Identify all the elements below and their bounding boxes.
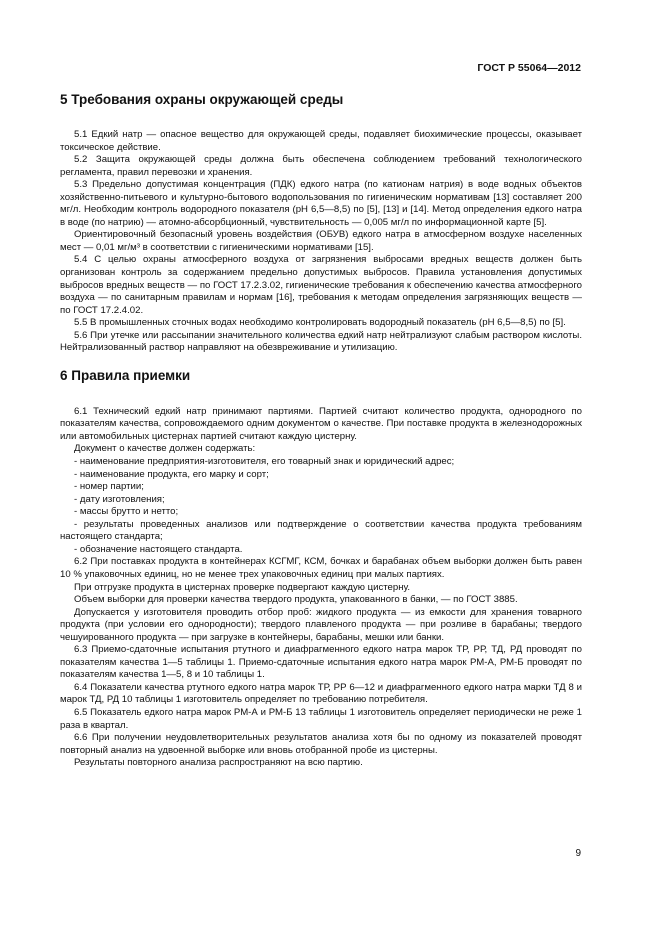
paragraph: 6.4 Показатели качества ртутного едкого натра марок ТР, РР 6—12 и диафрагменного едкого натра марки ТД 8 и марок ТД, РД 10 таблицы 1 изготовитель определяет по требованию потребителя. [60, 681, 582, 706]
paragraph: Объем выборки для проверки качества твердого продукта, упакованного в банки, — по ГОСТ 3885. [74, 594, 518, 606]
list-item: - массы брутто и нетто; [74, 506, 179, 518]
paragraph: 6.1 Технический едкий натр принимают партиями. Партией считают количество продукта, однородного по показателям качества, сопровождаемого одним документом о качестве. При поставке продукта в железнодорожных или автомобильных цистернах партией считают каждую цистерну. [60, 405, 582, 442]
paragraph: Результаты повторного анализа распространяют на всю партию. [74, 757, 363, 769]
page-content [60, 92, 582, 770]
section-5-heading: 5 Требования охраны окружающей среды [60, 92, 344, 107]
paragraph: При отгрузке продукта в цистернах проверке подвергают каждую цистерну. [74, 581, 411, 593]
standard-designation: ГОСТ Р 55064—2012 [477, 62, 581, 74]
paragraph: 6.3 Приемо-сдаточные испытания ртутного и диафрагменного едкого натра марок ТР, РР, ТД, РД проводят по показателям качества 1—5 таблицы 1. Приемо-сдаточные испытания едкого натра марок РМ-А, РМ-Б проводят по показателям качества 1—5, 8 и 10 таблицы 1. [60, 644, 582, 681]
paragraph: 5.1 Едкий натр — опасное вещество для окружающей среды, подавляет биохимические процессы, оказывает токсическое действие. [60, 129, 582, 153]
paragraph: Допускается у изготовителя проводить отбор проб: жидкого продукта — из емкости для хранения товарного продукта (при условии его однородности); твердого плавленого продукта — при розливе в барабаны; твердого чешуированного продукта — при загрузке в контейнеры, барабаны, мешки или банки. [60, 606, 582, 643]
list-item: - результаты проведенных анализов или подтверждение о соответствии качества продукта требованиям настоящего стандарта; [60, 518, 582, 543]
list-item: - дату изготовления; [74, 493, 165, 505]
paragraph: Ориентировочный безопасный уровень воздействия (ОБУВ) едкого натра в атмосферном воздухе населенных мест — 0,01 мг/м³ в соответствии с гигиеническими нормативами [15]. [60, 229, 582, 253]
paragraph: 5.2 Защита окружающей среды должна быть обеспечена соблюдением требований технологического регламента, правил перевозки и хранения. [60, 154, 582, 178]
paragraph: Документ о качестве должен содержать: [74, 443, 256, 455]
paragraph: 5.5 В промышленных сточных водах необходимо контролировать водородный показатель (pH 6,5—8,5) по [5]. [74, 317, 566, 329]
paragraph: 5.3 Предельно допустимая концентрация (ПДК) едкого натра (по катионам натрия) в воде водных объектов хозяйственно-питьевого и культурно-бытового водопользования по гигиеническим нормативам [13] составляет 200 мг/л. Необходим контроль водородного показателя (pH 6,5—8,5) по [5], [13] и [14]. Метод определения едкого натра в воде (по натрию) — атомно-абсорбционный, чувствительность — 0,005 мг/л по информационной карте [5]. [60, 179, 582, 228]
list-item: - номер партии; [74, 481, 144, 493]
paragraph: 5.4 С целью охраны атмосферного воздуха от загрязнения выбросами вредных веществ должен быть организован контроль за содержанием предельно допустимых выбросов. Правила установления допустимых выбросов вредных веществ — по ГОСТ 17.2.3.02, гигиенические требования к обеспечению качества атмосферного воздуха — по санитарным правилам и нормам [16], требования к методам определения загрязняющих веществ — по ГОСТ 17.2.4.02. [60, 254, 582, 316]
page-number: 9 [575, 848, 581, 859]
list-item: - наименование предприятия-изготовителя, его товарный знак и юридический адрес; [74, 456, 455, 468]
paragraph: 5.6 При утечке или рассыпании значительного количества едкий натр нейтрализуют слабым раствором кислоты. Нейтрализованный раствор направляют на обезвреживание и утилизацию. [60, 329, 582, 354]
section-6-body [60, 406, 582, 770]
list-item: - обозначение настоящего стандарта. [74, 543, 243, 555]
section-6-heading: 6 Правила приемки [60, 367, 191, 383]
section-5-body [60, 129, 582, 355]
paragraph: 6.2 При поставках продукта в контейнерах КСГМГ, КСМ, бочках и барабанах объем выборки должен быть равен 10 % упаковочных единиц, но не менее трех упаковочных единиц при малых партиях. [60, 556, 582, 580]
list-item: - наименование продукта, его марку и сорт; [74, 468, 269, 480]
paragraph: 6.6 При получении неудовлетворительных результатов анализа хотя бы по одному из показателей проводят повторный анализ на удвоенной выборке или вновь отобранной пробе из цистерны. [60, 732, 582, 756]
paragraph: 6.5 Показатель едкого натра марок РМ-А и РМ-Б 13 таблицы 1 изготовитель определяет периодически не реже 1 раза в квартал. [60, 706, 582, 731]
